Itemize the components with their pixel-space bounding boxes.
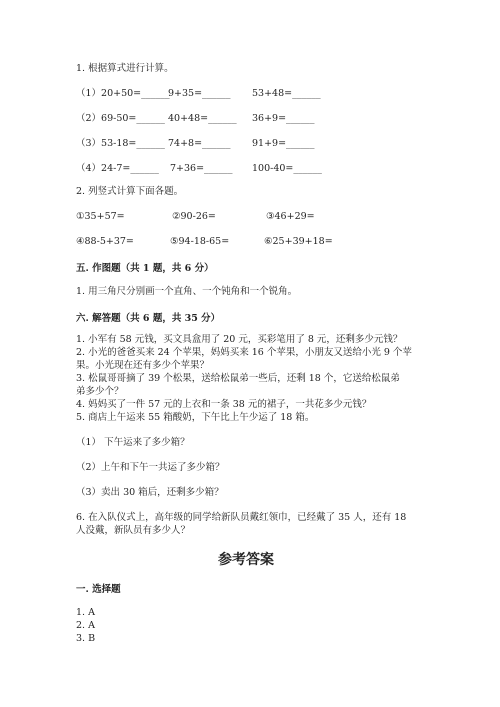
calc-item: （3）53-18=______ [76, 138, 165, 149]
question-line: 人没戴，新队员有多少人？ [76, 525, 191, 536]
vertical-calc-item: ⑥25+39+18= [264, 236, 333, 247]
vertical-calc-item: ①35+57= [76, 211, 125, 222]
question-line: 4. 妈妈买了一件 57 元的上衣和一条 38 元的裙子，一共花多少元钱？ [76, 399, 372, 410]
answers-title: 参考答案 [218, 552, 274, 568]
answers-section-heading: 一. 选择题 [76, 584, 121, 595]
calc-item: 36+9=______ [252, 113, 315, 124]
part-5-heading: 五. 作图题（共 1 题，共 6 分） [76, 263, 214, 274]
subquestion: （1） 下午运来了多少箱？ [76, 437, 190, 448]
vertical-calc-item: ③46+29= [266, 211, 315, 222]
answer-item: 2. A [76, 620, 95, 631]
section-2-heading: 2. 列竖式计算下面各题。 [76, 186, 184, 197]
question-line: 1. 小军有 58 元钱，买文具盒用了 20 元，买彩笔用了 8 元，还剩多少元钱？ [76, 334, 403, 345]
subquestion: （2）上午和下午一共运了多少箱？ [76, 462, 225, 473]
calc-item: 74+8=______ [168, 138, 231, 149]
vertical-calc-item: ⑤94-18-65= [170, 236, 230, 247]
calc-item: （4）24-7=______ [76, 163, 159, 174]
question-line: 3. 松鼠哥哥摘了 39 个松果，送给松鼠弟一些后，还剩 18 个，它送给松鼠弟 [76, 373, 400, 384]
calc-item: 53+48=______ [252, 88, 321, 99]
calc-item: 7+36=______ [170, 163, 233, 174]
vertical-calc-item: ④88-5+37= [76, 236, 134, 247]
part-6-heading: 六. 解答题（共 6 题，共 35 分） [76, 313, 221, 324]
vertical-calc-item: ②90-26= [172, 211, 216, 222]
calc-item: （2）69-50=______ [76, 113, 165, 124]
calc-item: 40+48=______ [168, 113, 237, 124]
question-line: 6. 在入队仪式上，高年级的同学给新队员戴红领巾，已经戴了 35 人，还有 18 [76, 512, 407, 523]
calc-item: 100-40=______ [252, 163, 322, 174]
calc-item: 9+35=______ [168, 88, 231, 99]
question-line: 果。小光现在还有多少个苹果？ [76, 360, 210, 371]
section-1-heading: 1. 根据算式进行计算。 [76, 63, 174, 74]
calc-item: 91+9=______ [252, 138, 315, 149]
answer-item: 1. A [76, 607, 95, 618]
subquestion: （3）卖出 30 箱后，还剩多少箱？ [76, 487, 224, 498]
calc-item: （1）20+50=______ [76, 88, 170, 99]
question-line: 5. 商店上午运来 55 箱酸奶，下午比上午少运了 18 箱。 [76, 412, 315, 423]
answer-item: 3. B [76, 633, 96, 644]
part-5-question: 1. 用三角尺分别画一个直角、一个钝角和一个锐角。 [76, 286, 298, 297]
question-line: 弟多少个？ [76, 386, 124, 397]
question-line: 2. 小光的爸爸买来 24 个苹果，妈妈买来 16 个苹果，小朋友又送给小光 9 个苹 [76, 347, 412, 358]
